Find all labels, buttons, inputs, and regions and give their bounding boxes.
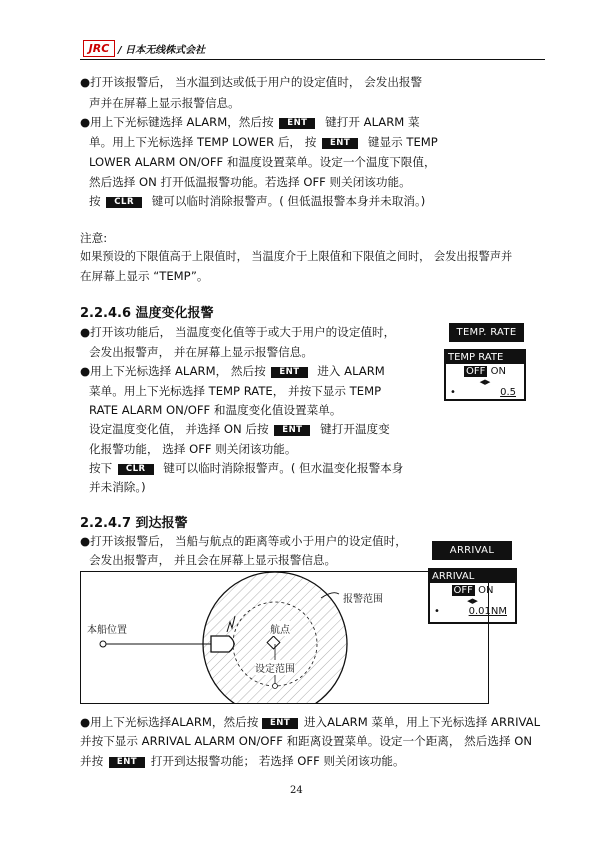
ent-key-icon: ENT <box>279 118 315 129</box>
intro-line-4: 单。用上下光标选择 TEMP LOWER 后， 按 ENT 键显示 TEMP <box>89 135 438 149</box>
ent-key-icon: ENT <box>262 718 298 729</box>
temp-rate-lcd-title: TEMP. RATE <box>449 323 524 342</box>
ent-key-icon: ENT <box>274 425 310 436</box>
clr-key-icon: CLR <box>118 464 154 475</box>
intro-line-6: 然后选择 ON 打开低温报警功能。若选择 OFF 则关闭该功能。 <box>89 175 411 189</box>
lcd-header: ARRIVAL <box>430 570 515 583</box>
logo-text: JRC <box>88 42 110 55</box>
page-number: 24 <box>290 785 303 796</box>
arrows-icon: ◀▶ <box>479 378 491 386</box>
temp-rate-line-4: 菜单。用上下光标选择 TEMP RATE， 并按下显示 TEMP <box>89 384 382 398</box>
arrival-line-4: 并按下显示 ARRIVAL ALARM ON/OFF 和距离设置菜单。设定一个距离， 然后选择 ON <box>80 734 533 748</box>
dot-icon: • <box>450 387 456 398</box>
set-range-marker-icon <box>273 684 278 689</box>
dot-icon: • <box>434 606 440 617</box>
arrival-diagram <box>80 571 489 704</box>
intro-line-3: ●用上下光标键选择 ALARM，然后按 ENT 键打开 ALARM 菜 <box>80 115 420 129</box>
ent-key-icon: ENT <box>322 138 358 149</box>
temp-rate-line-6: 设定温度变化值， 并选择 ON 后按 ENT 键打开温度变 <box>89 422 390 436</box>
arrows-icon: ◀▶ <box>467 597 478 605</box>
intro-line-2: 声并在屏幕上显示报警信息。 <box>89 96 240 110</box>
temp-rate-line-8: 按下 CLR 键可以临时消除报警声。( 但水温变化报警本身 <box>89 461 404 475</box>
temp-rate-line-5: RATE ALARM ON/OFF 和温度变化值设置菜单。 <box>89 403 342 417</box>
lcd-off-on: OFF ON <box>466 366 506 377</box>
lcd-header: TEMP RATE <box>446 351 524 364</box>
note-line-1: 如果预设的下限值高于上限值时， 当温度介于上限值和下限值之间时， 会发出报警声并 <box>80 250 513 263</box>
ent-key-icon: ENT <box>271 367 307 378</box>
clr-key-icon: CLR <box>106 197 142 208</box>
temp-rate-line-2: 会发出报警声， 并在屏幕上显示报警信息。 <box>89 345 313 359</box>
note-line-2: 在屏幕上显示 “TEMP”。 <box>80 269 209 283</box>
header-company: / 日本无线株式会社 <box>118 45 206 56</box>
own-ship-label: 本船位置 <box>87 621 127 636</box>
intro-line-7: 按 CLR 键可以临时消除报警声。( 但低温报警本身并未取消。) <box>89 194 426 208</box>
lcd-off-on: OFF ON <box>453 585 494 596</box>
alarm-range-label: 报警范围 <box>343 590 383 605</box>
arrival-line-3: ●用上下光标选择ALARM，然后按 ENT 进入ALARM 菜单，用上下光标选择 ARRIVAL <box>80 715 541 729</box>
lcd-value: 0.5 <box>500 387 516 398</box>
lcd-value-row <box>446 386 524 399</box>
lcd-value: 0.01NM <box>468 606 507 617</box>
arrival-line-1: ●打开该报警后， 当船与航点的距离等或小于用户的设定值时， <box>80 534 407 548</box>
arrival-line-2: 会发出报警声， 并且会在屏幕上显示报警信息。 <box>89 553 337 567</box>
arrival-diagram-svg <box>81 572 489 704</box>
temp-rate-line-1: ●打开该功能后， 当温度变化值等于或大于用户的设定值时， <box>80 325 396 339</box>
temp-rate-line-9: 并未消除。) <box>89 480 146 494</box>
temp-rate-line-7: 化报警功能， 选择 OFF 则关闭该功能。 <box>89 442 297 456</box>
intro-line-1: ●打开该报警后， 当水温到达或低于用户的设定值时， 会发出报警 <box>80 75 423 89</box>
waypoint-label: 航点 <box>270 621 290 636</box>
section-heading-arrival: 2.2.4.7 到达报警 <box>80 516 188 531</box>
note-title: 注意: <box>80 231 108 245</box>
temp-rate-lcd-screen <box>444 349 526 401</box>
section-heading-temp-rate: 2.2.4.6 温度变化报警 <box>80 306 214 321</box>
set-range-label: 设定范围 <box>255 660 295 675</box>
ship-icon <box>211 636 234 652</box>
temp-rate-line-3: ●用上下光标选择 ALARM， 然后按 ENT 进入 ALARM <box>80 364 385 378</box>
arrival-lcd-title: ARRIVAL <box>432 541 512 560</box>
intro-line-5: LOWER ALARM ON/OFF 和温度设置菜单。设定一个温度下限值， <box>89 155 436 169</box>
ent-key-icon: ENT <box>109 757 145 768</box>
header-rule <box>80 59 545 60</box>
own-ship-position-icon <box>100 641 106 647</box>
arrival-line-5: 并按 ENT 打开到达报警功能； 若选择 OFF 则关闭该功能。 <box>80 754 405 768</box>
header-logo <box>83 40 115 57</box>
